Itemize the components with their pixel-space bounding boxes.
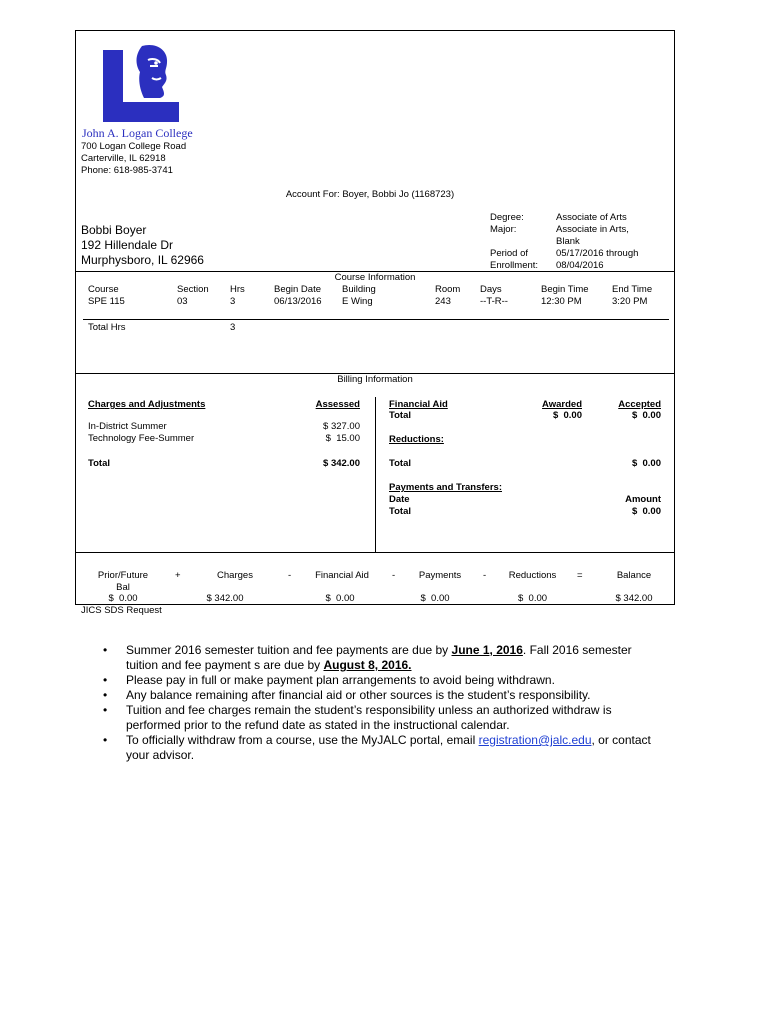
footer-label: JICS SDS Request (81, 605, 162, 616)
payments-total-label: Total (389, 506, 411, 517)
reductions-total-label: Total (389, 458, 411, 469)
col-begin-date: Begin Date (274, 284, 322, 295)
summary-fa-label: Financial Aid (315, 570, 369, 581)
major-value-1: Associate in Arts, (556, 224, 629, 235)
days-cell: --T-R-- (480, 296, 508, 307)
total-hrs-value: 3 (230, 322, 236, 333)
bullet-icon: • (103, 688, 108, 702)
note-official-withdraw-line2: your advisor. (126, 748, 195, 762)
room-cell: 243 (435, 296, 451, 307)
summary-plus: + (175, 570, 181, 581)
building-cell: E Wing (342, 296, 373, 307)
note-text: . Fall 2016 semester (522, 643, 632, 657)
begin-date-cell: 06/13/2016 (274, 296, 322, 307)
major-label: Major: (490, 224, 517, 235)
summary-fa-value: $ 0.00 (325, 593, 355, 604)
note-payment-due (126, 643, 686, 658)
summary-prior-label-2: Bal (116, 582, 130, 593)
summary-prior-label: Prior/Future (97, 570, 149, 581)
section-cell: 03 (177, 296, 188, 307)
charges-total-label: Total (88, 458, 110, 469)
summary-prior-value: $ 0.00 (108, 593, 138, 604)
college-phone: Phone: 618-985-3741 (81, 165, 173, 176)
financial-aid-header: Financial Aid (389, 399, 448, 410)
payments-total: $ 0.00 (631, 506, 661, 517)
end-time-cell: 3:20 PM (612, 296, 648, 307)
course-info-title: Course Information (334, 272, 416, 283)
summary-minus: - (392, 570, 396, 581)
summary-payments-label: Payments (418, 570, 462, 581)
fa-awarded-total: $ 0.00 (552, 410, 582, 421)
charge-label: Technology Fee-Summer (88, 433, 195, 444)
charge-amount: $ 15.00 (325, 433, 360, 444)
col-course: Course (88, 284, 119, 295)
bullet-icon: • (103, 643, 108, 657)
col-days: Days (480, 284, 502, 295)
summary-equals: = (577, 570, 583, 581)
summary-reductions-label: Reductions (508, 570, 557, 581)
due-date-summer: June 1, 2016 (451, 643, 523, 657)
col-hrs: Hrs (230, 284, 245, 295)
col-begin-time: Begin Time (541, 284, 589, 295)
period-label-1: Period of (490, 248, 529, 259)
summary-minus: - (483, 570, 487, 581)
student-name: Bobbi Boyer (81, 223, 147, 237)
charge-amount: $ 327.00 (323, 421, 360, 432)
divider (83, 319, 669, 320)
note-text: To officially withdraw from a course, use the MyJALC portal, email (126, 733, 479, 747)
college-address-line1: 700 Logan College Road (81, 141, 187, 152)
summary-charges-value: $ 342.00 (206, 593, 244, 604)
due-date-fall: August 8, 2016. (323, 658, 412, 672)
note-withdraw-charges-line2: performed prior to the refund date as stated in the instructional calendar. (126, 718, 510, 732)
payments-amount-header: Amount (625, 494, 661, 505)
note-text: tuition and fee payment s are due by (126, 658, 324, 672)
summary-balance-value: $ 342.00 (615, 593, 653, 604)
col-section: Section (177, 284, 209, 295)
note-withdraw-charges: Tuition and fee charges remain the student’s responsibility unless an authorized withdraw is (126, 703, 612, 717)
assessed-header: Assessed (315, 399, 360, 410)
billing-title: Billing Information (337, 374, 413, 385)
charge-label: In-District Summer (88, 421, 167, 432)
note-official-withdraw (126, 733, 686, 748)
reductions-header: Reductions: (389, 434, 444, 445)
divider (75, 552, 675, 553)
period-label-2: Enrollment: (490, 260, 539, 271)
col-room: Room (435, 284, 461, 295)
bullet-icon: • (103, 733, 108, 747)
course-cell: SPE 115 (88, 296, 125, 307)
note-balance-responsibility: Any balance remaining after financial aid or other sources is the student’s responsibility. (126, 688, 591, 702)
awarded-header: Awarded (542, 399, 582, 410)
account-for: Account For: Boyer, Bobbi Jo (1168723) (285, 189, 455, 200)
student-street: 192 Hillendale Dr (81, 238, 174, 252)
college-logo-icon (100, 44, 182, 128)
hrs-cell: 3 (230, 296, 236, 307)
summary-minus: - (288, 570, 292, 581)
total-hrs-label: Total Hrs (88, 322, 126, 333)
divider (375, 397, 376, 552)
registration-email-link[interactable]: registration@jalc.edu (478, 733, 592, 747)
payments-date-header: Date (389, 494, 410, 505)
summary-balance-label: Balance (616, 570, 652, 581)
note-pay-in-full: Please pay in full or make payment plan arrangements to avoid being withdrawn. (126, 673, 555, 687)
begin-time-cell: 12:30 PM (541, 296, 582, 307)
charges-header: Charges and Adjustments (88, 399, 206, 410)
period-value-1: 05/17/2016 through (556, 248, 639, 259)
fa-accepted-total: $ 0.00 (631, 410, 661, 421)
col-building: Building (342, 284, 376, 295)
summary-reductions-value: $ 0.00 (517, 593, 548, 604)
college-name: John A. Logan College (82, 126, 193, 140)
note-payment-due-line2 (126, 658, 686, 673)
summary-charges-label: Charges (217, 570, 253, 581)
accepted-header: Accepted (618, 399, 661, 410)
degree-value: Associate of Arts (556, 212, 627, 223)
charges-total: $ 342.00 (323, 458, 360, 469)
note-text: Summer 2016 semester tuition and fee payments are due by (126, 643, 452, 657)
reductions-total: $ 0.00 (631, 458, 661, 469)
col-end-time: End Time (612, 284, 653, 295)
major-value-2: Blank (556, 236, 580, 247)
college-address-line2: Carterville, IL 62918 (81, 153, 166, 164)
period-value-2: 08/04/2016 (556, 260, 604, 271)
fa-total-label: Total (389, 410, 411, 421)
student-city: Murphysboro, IL 62966 (81, 253, 204, 267)
note-text: , or contact (591, 733, 651, 747)
bullet-icon: • (103, 703, 108, 717)
degree-label: Degree: (490, 212, 524, 223)
payments-header: Payments and Transfers: (389, 482, 502, 493)
summary-payments-value: $ 0.00 (420, 593, 450, 604)
bullet-icon: • (103, 673, 108, 687)
